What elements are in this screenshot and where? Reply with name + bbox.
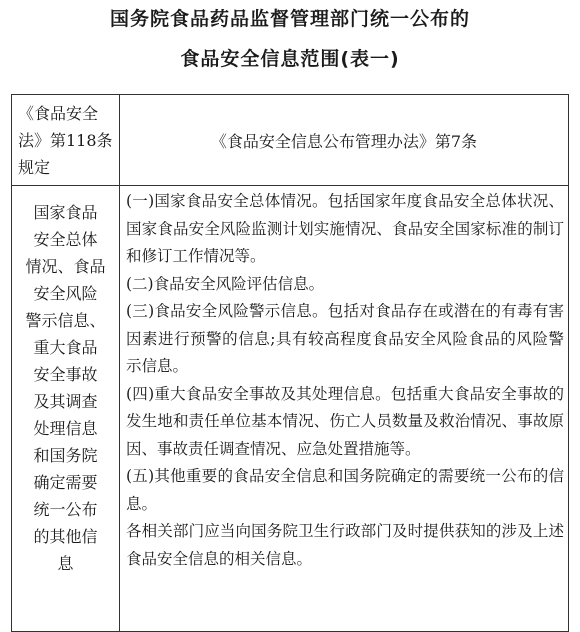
item-1-overall-situation: (一)国家食品安全总体情况。包括国家年度食品安全总体状况、国家食品安全风险监测计划实施情况、食品安全国家标准的制订和修订工作情况等。: [126, 192, 564, 265]
item-3-risk-warning: (三)食品安全风险警示信息。包括对食品存在或潜在的有毒有害因素进行预警的信息;具有较高程度食品安全风险食品的风险警示信息。: [126, 302, 564, 375]
law-scope-line: 情况、食品: [25, 257, 106, 276]
title-line-1: 国务院食品药品监督管理部门统一公布的: [109, 8, 470, 30]
item-2-risk-assessment: (二)食品安全风险评估信息。: [126, 274, 325, 293]
law-scope-line: 安全风险: [33, 284, 98, 303]
law-scope-line: 处理信息: [33, 419, 98, 438]
closing-note: 各相关部门应当向国务院卫生行政部门及时提供获知的涉及上述食品安全信息的相关信息。: [126, 522, 564, 568]
law-scope-line: 及其调查: [33, 392, 98, 411]
law-scope-line: 警示信息、: [25, 311, 106, 330]
measures-detail-cell: [120, 186, 569, 632]
law-scope-line: 息: [57, 554, 74, 573]
law-scope-line: 国家食品: [33, 203, 98, 222]
table-body-row: [12, 186, 569, 632]
info-scope-table: [11, 94, 569, 632]
header-food-safety-law-article: 《食品安全法》第118条规定: [12, 95, 120, 186]
law-scope-line: 重大食品: [33, 338, 98, 357]
item-4-major-incidents: (四)重大食品安全事故及其处理信息。包括重大食品安全事故的发生地和责任单位基本情况、伤亡人员数量及救治情况、事故原因、事故责任调查情况、应急处置措施等。: [126, 384, 564, 458]
law-scope-line: 统一公布: [33, 500, 98, 519]
law-scope-line: 安全总体: [33, 230, 98, 249]
law-scope-line: 安全事故: [33, 365, 98, 384]
law-scope-line: 的其他信: [33, 527, 98, 546]
law-scope-cell: [12, 186, 120, 632]
law-scope-line: 和国务院: [33, 446, 98, 465]
item-5-other-information: (五)其他重要的食品安全信息和国务院确定的需要统一公布的信息。: [126, 467, 564, 513]
table-header-row: [12, 95, 569, 186]
law-scope-line: 确定需要: [33, 473, 98, 492]
title-line-2: 食品安全信息范围(表一): [180, 48, 400, 70]
header-publication-measures-article: 《食品安全信息公布管理办法》第7条: [120, 95, 569, 186]
